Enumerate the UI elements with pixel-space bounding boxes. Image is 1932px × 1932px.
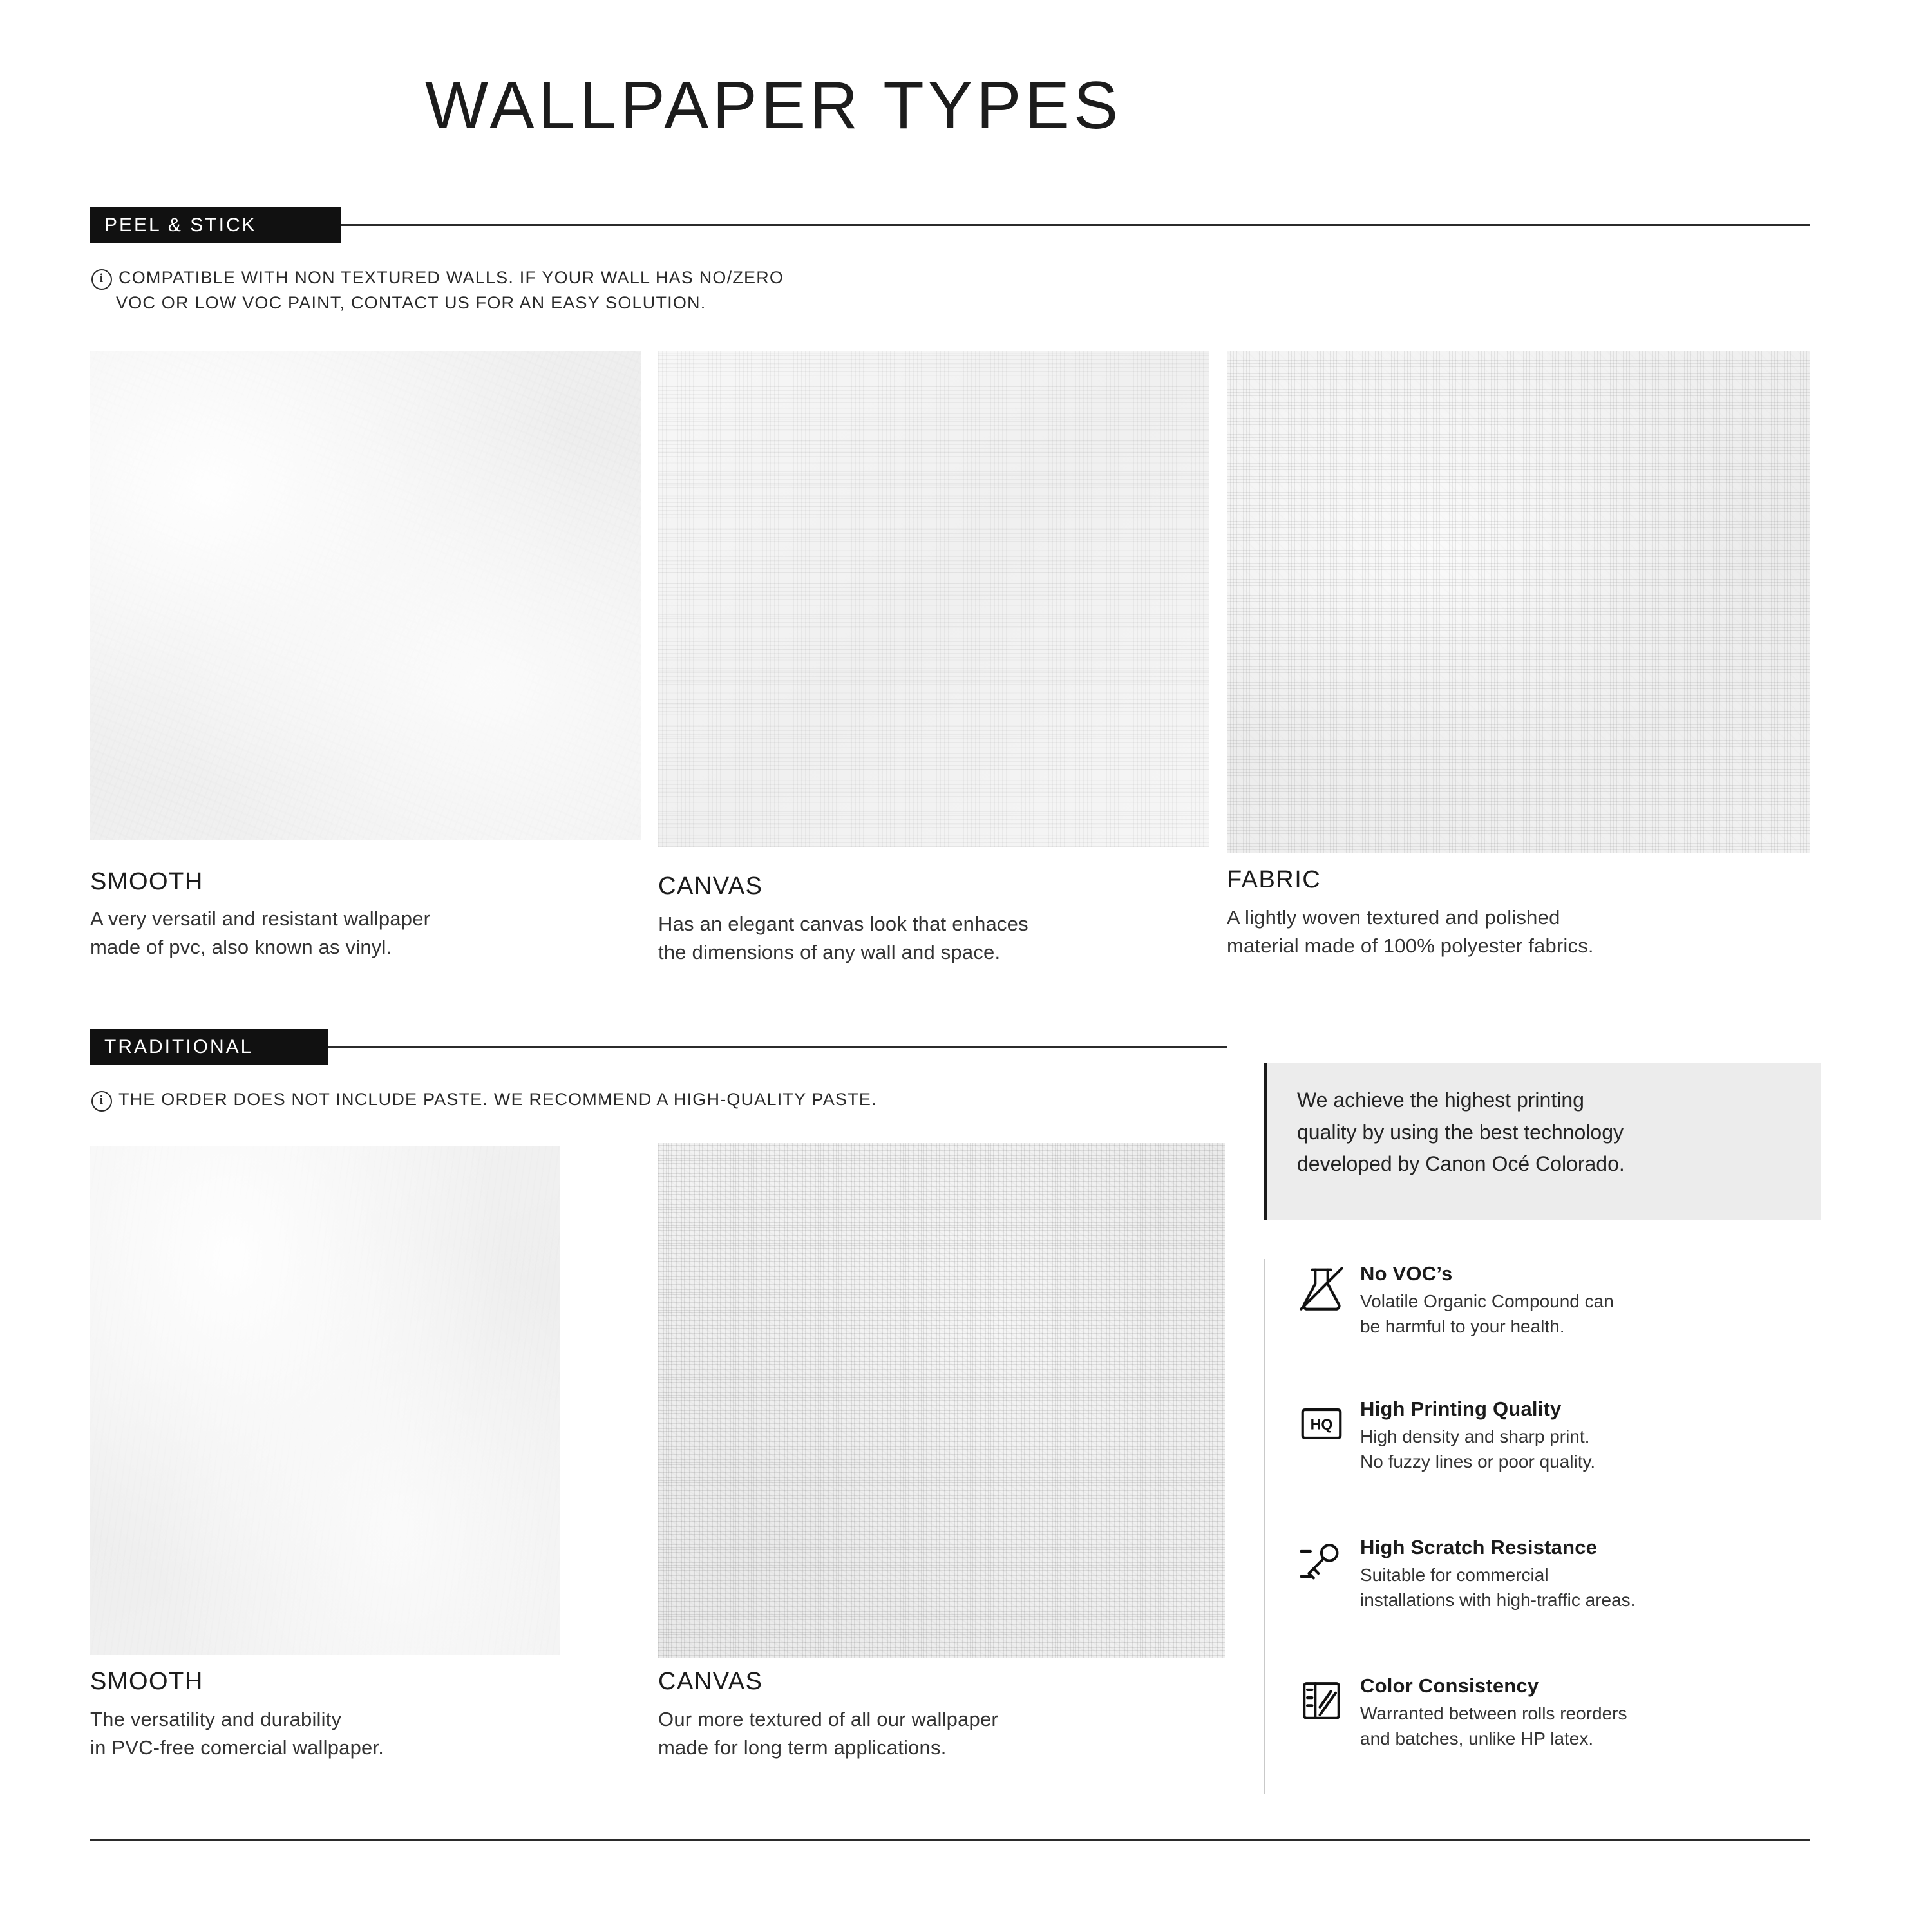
feature-line1: Warranted between rolls reorders bbox=[1360, 1703, 1627, 1723]
feature-body bbox=[1360, 1289, 1614, 1339]
caption-title-peel-stick-fabric: FABRIC bbox=[1227, 866, 1321, 893]
scratch-resistance-key-icon bbox=[1288, 1536, 1355, 1587]
swatch-traditional-smooth[interactable] bbox=[90, 1146, 560, 1655]
feature-line1: High density and sharp print. bbox=[1360, 1426, 1590, 1446]
caption-line1: A very versatil and resistant wallpaper bbox=[90, 907, 431, 930]
note-peel-stick-line2: VOC OR LOW VOC PAINT, CONTACT US FOR AN EASY SOLUTION. bbox=[116, 293, 706, 313]
color-consistency-swatch-icon bbox=[1288, 1674, 1355, 1726]
feature-high-scratch-resistance bbox=[1288, 1536, 1823, 1613]
caption-title-traditional-canvas: CANVAS bbox=[658, 1668, 763, 1695]
caption-title-peel-stick-smooth: SMOOTH bbox=[90, 868, 204, 895]
feature-no-voc bbox=[1288, 1262, 1823, 1339]
feature-high-printing-quality bbox=[1288, 1397, 1823, 1474]
swatch-peel-stick-smooth[interactable] bbox=[90, 351, 641, 840]
feature-title: High Scratch Resistance bbox=[1360, 1536, 1598, 1558]
feature-line2: installations with high-traffic areas. bbox=[1360, 1589, 1636, 1610]
caption-line1: Our more textured of all our wallpaper bbox=[658, 1708, 998, 1730]
printing-quality-callout bbox=[1267, 1063, 1821, 1220]
caption-line2: made of pvc, also known as vinyl. bbox=[90, 936, 392, 959]
hq-print-icon bbox=[1288, 1397, 1355, 1449]
feature-title: No VOC’s bbox=[1360, 1262, 1453, 1285]
no-voc-flask-icon bbox=[1288, 1262, 1355, 1314]
feature-line1: Suitable for commercial bbox=[1360, 1565, 1549, 1585]
callout-line3: developed by Canon Océ Colorado. bbox=[1297, 1152, 1625, 1176]
section-header-peel-stick bbox=[90, 207, 341, 243]
caption-body-peel-stick-fabric bbox=[1227, 904, 1819, 960]
caption-title-peel-stick-canvas: CANVAS bbox=[658, 873, 763, 900]
caption-line2: material made of 100% polyester fabrics. bbox=[1227, 934, 1594, 958]
caption-body-traditional-canvas bbox=[658, 1705, 1225, 1762]
info-icon: i bbox=[91, 269, 112, 290]
features-divider bbox=[1264, 1259, 1265, 1794]
svg-text:HQ: HQ bbox=[1310, 1416, 1333, 1433]
feature-line1: Volatile Organic Compound can bbox=[1360, 1291, 1614, 1311]
caption-line2: the dimensions of any wall and space. bbox=[658, 941, 1001, 964]
callout-line2: quality by using the best technology bbox=[1297, 1120, 1624, 1144]
section-label-traditional: TRADITIONAL bbox=[104, 1036, 254, 1057]
feature-body bbox=[1360, 1563, 1635, 1613]
caption-body-traditional-smooth bbox=[90, 1705, 605, 1762]
feature-body bbox=[1360, 1701, 1627, 1751]
caption-title-traditional-smooth: SMOOTH bbox=[90, 1668, 204, 1695]
section-rule-traditional bbox=[328, 1046, 1227, 1048]
swatch-peel-stick-canvas[interactable] bbox=[658, 351, 1209, 847]
info-icon: i bbox=[91, 1091, 112, 1112]
feature-line2: and batches, unlike HP latex. bbox=[1360, 1728, 1594, 1748]
caption-body-peel-stick-canvas bbox=[658, 910, 1218, 967]
feature-line2: be harmful to your health. bbox=[1360, 1316, 1565, 1336]
caption-body-peel-stick-smooth bbox=[90, 905, 644, 961]
caption-line2: made for long term applications. bbox=[658, 1736, 947, 1759]
feature-color-consistency bbox=[1288, 1674, 1823, 1751]
section-label-peel-stick: PEEL & STICK bbox=[104, 214, 257, 236]
swatch-traditional-canvas[interactable] bbox=[658, 1143, 1225, 1658]
caption-line1: Has an elegant canvas look that enhaces bbox=[658, 913, 1028, 935]
caption-line1: The versatility and durability bbox=[90, 1708, 342, 1730]
note-peel-stick bbox=[91, 265, 1186, 316]
callout-line1: We achieve the highest printing bbox=[1297, 1088, 1584, 1112]
feature-body bbox=[1360, 1425, 1595, 1474]
feature-line2: No fuzzy lines or poor quality. bbox=[1360, 1451, 1596, 1472]
swatch-peel-stick-fabric[interactable] bbox=[1227, 351, 1810, 853]
page-title: WALLPAPER TYPES bbox=[425, 68, 1122, 143]
caption-line2: in PVC-free comercial wallpaper. bbox=[90, 1736, 384, 1759]
feature-title: High Printing Quality bbox=[1360, 1397, 1562, 1420]
section-header-traditional bbox=[90, 1029, 328, 1065]
caption-line1: A lightly woven textured and polished bbox=[1227, 906, 1560, 929]
note-peel-stick-line1: COMPATIBLE WITH NON TEXTURED WALLS. IF YOUR WALL HAS NO/ZERO bbox=[118, 268, 784, 287]
note-traditional-line1: THE ORDER DOES NOT INCLUDE PASTE. WE RECOMMEND A HIGH-QUALITY PASTE. bbox=[118, 1090, 877, 1109]
note-traditional bbox=[91, 1087, 1186, 1112]
feature-title: Color Consistency bbox=[1360, 1674, 1539, 1697]
footer-divider bbox=[90, 1839, 1810, 1841]
section-rule-peel-stick bbox=[341, 224, 1810, 226]
